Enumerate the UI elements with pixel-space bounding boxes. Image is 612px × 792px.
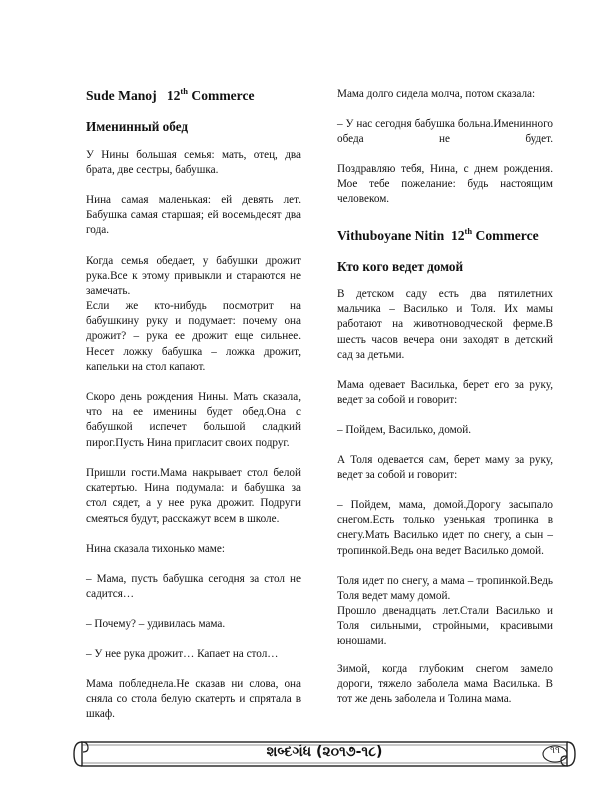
paragraph: Когда семья обедает, у бабушки дрожит рука.Все к этому привыкли и стараются не замечать.: [86, 255, 301, 298]
paragraph: – Почему? – удивилась мама.: [86, 618, 226, 630]
paragraph: Пришли гости.Мама накрывает стол белой скатертью. Нина подумала: и бабушка за стол сядет, а у нее рука дрожит. Подруги смеяться будут, расскажут всем в школе.: [86, 467, 301, 525]
paragraph: Мама побледнела.Не сказав ни слова, она сняла со стола белую скатерть и спрятала в шкаф.: [86, 678, 301, 721]
paragraph: Поздравляю тебя, Нина, с днем рождения. Мое тебе пожелание: будь настоящим человеком.: [337, 163, 553, 206]
paragraph: – У нас сегодня бабушка больна.Именинного обеда не будет.: [337, 118, 553, 146]
paragraph: Толя идет по снегу, а мама – тропинкой.Ведь Толя ведет маму домой.: [337, 575, 553, 603]
footer-title: શબ્દગંધ (૨૦૧૭-૧૮): [266, 744, 383, 760]
paragraph: Скоро день рождения Нины. Мать сказала, что на ее именины будет обед.Она с бабушкой испечет большой сладкий пирог.Пусть Нина пригласит своих подруг.: [86, 391, 301, 449]
paragraph: В детском саду есть два пятилетних мальчика – Василько и Толя. Их мамы работают на животноводческой ферме.В шесть часов вечера они заходят в детский сад за детьми.: [337, 288, 553, 361]
story-title-2: Кто кого ведет домой: [337, 259, 464, 274]
paragraph: Если же кто-нибудь посмотрит на бабушкину руку и подумает: почему она дрожит? – рука ее дрожит еще сильнее. Несет ложку бабушка – ложка дрожит, капельки на стол капают.: [86, 300, 301, 373]
paragraph: – Пойдем, мама, домой.Дорогу засыпало снегом.Есть только узенькая тропинка в снегу.Мать Василько идет по снегу, а сын – тропинкой.Ведь она ведет Василько домой.: [337, 499, 553, 557]
paragraph: Прошло двенадцать лет.Стали Василько и Толя сильными, стройными, красивыми юношами.: [337, 605, 553, 648]
paragraph: Зимой, когда глубоким снегом замело дороги, тяжело заболела мама Василька. В тот же день заболела и Толина мама.: [337, 663, 553, 706]
paragraph: Нина сказала тихонько маме:: [86, 543, 225, 555]
paragraph: – Мама, пусть бабушка сегодня за стол не садится…: [86, 573, 301, 601]
paragraph: – Пойдем, Василько, домой.: [337, 424, 472, 436]
author-heading-2: Vithuboyane Nitin 12th Commerce: [337, 226, 539, 243]
paragraph: Нина самая маленькая: ей девять лет. Бабушка самая старшая; ей восемьдесят два года.: [86, 194, 301, 237]
paragraph: Мама одевает Василька, берет его за руку, ведет за собой и говорит:: [337, 379, 553, 407]
paragraph: Мама долго сидела молча, потом сказала:: [337, 88, 536, 100]
page-number: ૧૧: [550, 745, 560, 756]
footer-banner: [72, 738, 577, 770]
paragraph: А Толя одевается сам, берет маму за руку, ведет за собой и говорит:: [337, 454, 553, 482]
paragraph: У Нины большая семья: мать, отец, два брата, две сестры, бабушка.: [86, 149, 301, 177]
paragraph: – У нее рука дрожит… Капает на стол…: [86, 648, 279, 660]
author-heading-1: Sude Manoj 12th Commerce: [86, 86, 255, 103]
story-title-1: Именинный обед: [86, 119, 189, 134]
